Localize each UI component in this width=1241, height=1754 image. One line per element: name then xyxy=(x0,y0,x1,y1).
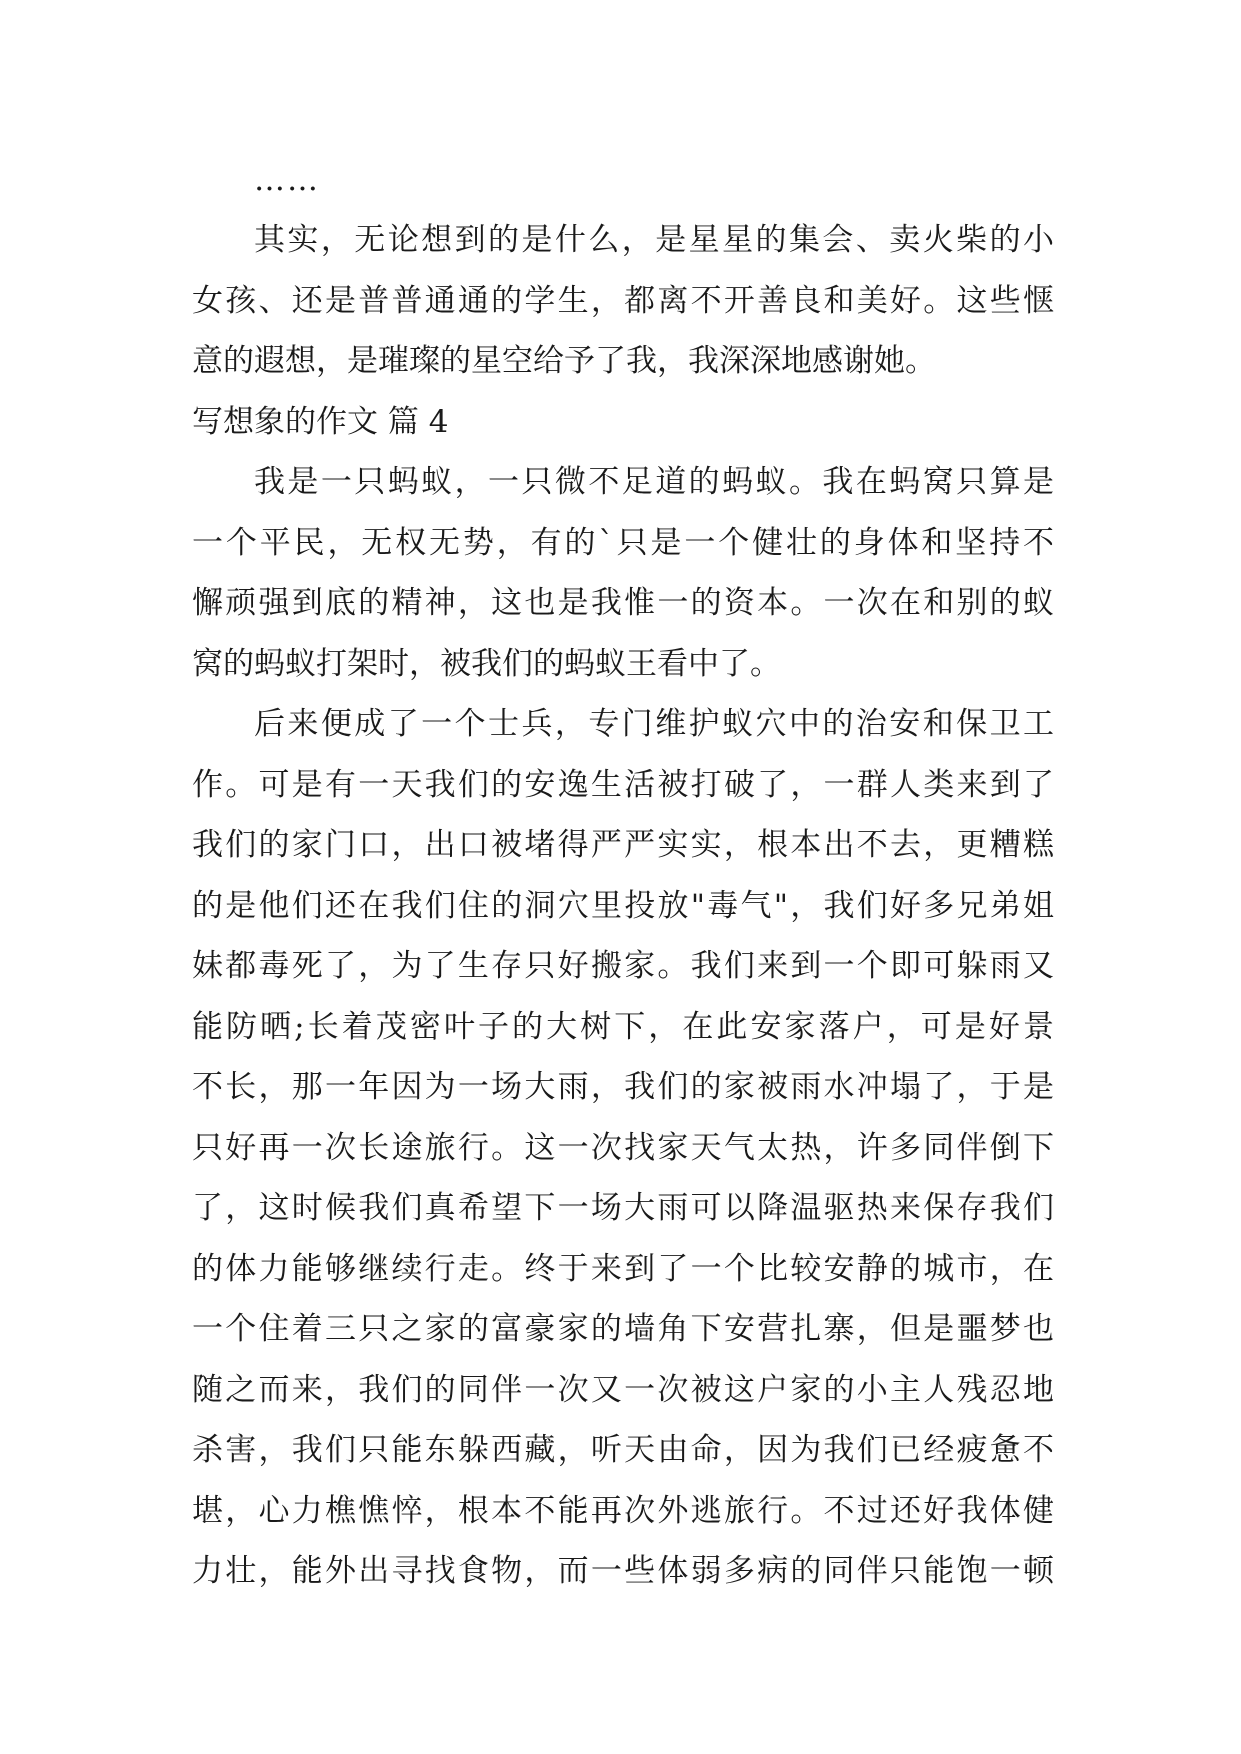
text-line: 不长，那一年因为一场大雨，我们的家被雨水冲塌了，于是 xyxy=(192,1069,1054,1105)
section-title: 写想象的作文 篇 4 xyxy=(192,403,449,440)
text-line: 懈顽强到底的精神，这也是我惟一的资本。一次在和别的蚁 xyxy=(192,585,1054,621)
text-line: 一个平民，无权无势，有的`只是一个健壮的身体和坚持不 xyxy=(192,524,1054,561)
text-line: 意的遐想，是璀璨的星空给予了我，我深深地感谢她。 xyxy=(192,343,936,379)
text-line: 其实，无论想到的是什么，是星星的集会、卖火柴的小 xyxy=(254,222,1054,258)
text-line: 的是他们还在我们住的洞穴里投放"毒气"，我们好多兄弟姐 xyxy=(192,887,1054,924)
text-line: 的体力能够继续行走。终于来到了一个比较安静的城市，在 xyxy=(192,1250,1054,1287)
text-line: 女孩、还是普普通通的学生，都离不开善良和美好。这些惬 xyxy=(192,282,1054,319)
paragraph-ant-intro xyxy=(192,452,1054,694)
text-line: 能防晒;长着茂密叶子的大树下，在此安家落户，可是好景 xyxy=(192,1008,1054,1045)
paragraph-ant-story xyxy=(192,694,1054,1602)
text-line: 我们的家门口，出口被堵得严严实实，根本出不去，更糟糕 xyxy=(192,827,1054,863)
paragraph-reflection xyxy=(192,210,1054,392)
text-line: 随之而来，我们的同伴一次又一次被这户家的小主人残忍地 xyxy=(192,1371,1054,1408)
text-line: 了，这时候我们真希望下一场大雨可以降温驱热来保存我们 xyxy=(192,1190,1054,1226)
text-line: 一个住着三只之家的富豪家的墙角下安营扎寨，但是噩梦也 xyxy=(192,1311,1054,1347)
text-line: 力壮，能外出寻找食物，而一些体弱多病的同伴只能饱一顿 xyxy=(192,1553,1054,1589)
document-page xyxy=(192,150,1054,1602)
ellipsis-line: …… xyxy=(254,162,320,198)
text-line: 只好再一次长途旅行。这一次找家天气太热，许多同伴倒下 xyxy=(192,1129,1054,1166)
text-line: 杀害，我们只能东躲西藏，听天由命，因为我们已经疲惫不 xyxy=(192,1432,1054,1468)
text-line: 妹都毒死了，为了生存只好搬家。我们来到一个即可躲雨又 xyxy=(192,948,1054,984)
text-line: 窝的蚂蚁打架时，被我们的蚂蚁王看中了。 xyxy=(192,645,781,682)
text-line: 我是一只蚂蚁，一只微不足道的蚂蚁。我在蚂窝只算是 xyxy=(254,464,1054,500)
text-line: 后来便成了一个士兵，专门维护蚁穴中的治安和保卫工 xyxy=(254,706,1054,742)
text-line: 作。可是有一天我们的安逸生活被打破了，一群人类来到了 xyxy=(192,766,1054,803)
text-line: 堪，心力樵憔悴，根本不能再次外逃旅行。不过还好我体健 xyxy=(192,1492,1054,1529)
